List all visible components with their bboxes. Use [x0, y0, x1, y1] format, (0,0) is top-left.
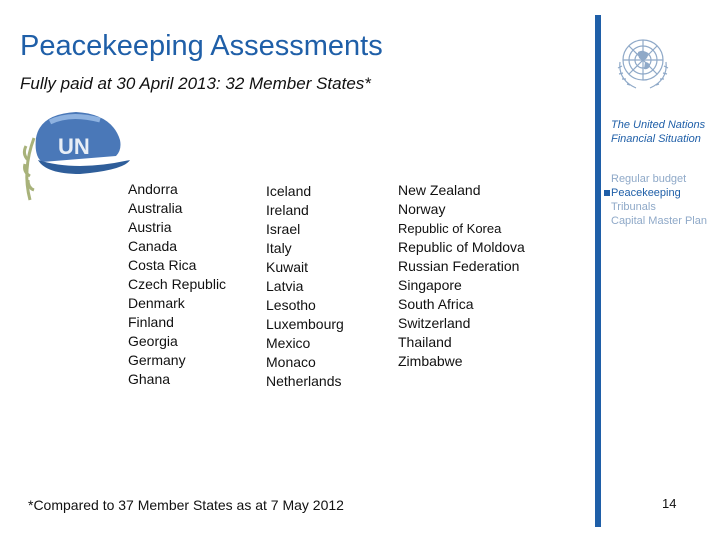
list-item: New Zealand — [398, 182, 481, 198]
list-item: Republic of Korea — [398, 221, 502, 236]
sidebar-item-tribunals[interactable] — [604, 200, 707, 214]
sidebar-item-label: Tribunals — [611, 201, 656, 213]
list-item: Monaco — [266, 354, 316, 370]
active-bullet-icon — [604, 190, 610, 196]
sidebar-nav — [604, 172, 707, 228]
list-item: Lesotho — [266, 297, 316, 313]
nav-bullet-icon — [604, 176, 610, 182]
list-item: Finland — [128, 314, 174, 330]
member-states-column-2 — [266, 182, 344, 391]
list-item: Kuwait — [266, 259, 309, 275]
list-item: Ireland — [266, 202, 309, 218]
list-item: Latvia — [266, 278, 304, 294]
list-item: Ghana — [128, 371, 171, 387]
sidebar-title-line1: The United Nations — [611, 119, 706, 131]
list-item: Netherlands — [266, 373, 342, 389]
sidebar-title — [611, 118, 705, 146]
sidebar-item-regular-budget[interactable] — [604, 172, 707, 186]
member-states-column-1 — [128, 180, 226, 389]
un-helmet-image — [20, 100, 132, 204]
sidebar-item-label: Peacekeeping — [611, 187, 681, 199]
list-item: Canada — [128, 238, 178, 254]
sidebar-item-label: Regular budget — [611, 173, 687, 185]
list-item: Norway — [398, 201, 446, 217]
slide-title: Peacekeeping Assessments — [20, 30, 383, 62]
slide-subtitle: Fully paid at 30 April 2013: 32 Member States* — [20, 74, 371, 93]
sidebar-item-capital-master-plan[interactable] — [604, 214, 707, 228]
list-item: South Africa — [398, 296, 474, 312]
list-item: Zimbabwe — [398, 353, 463, 369]
list-item: Costa Rica — [128, 257, 197, 273]
sidebar-title-line2: Financial Situation — [611, 133, 701, 145]
list-item: Czech Republic — [128, 276, 227, 292]
vertical-divider — [595, 15, 601, 527]
member-states-column-3 — [398, 181, 525, 371]
list-item: Germany — [128, 352, 186, 368]
list-item: Australia — [128, 200, 183, 216]
list-item: Luxembourg — [266, 316, 344, 332]
list-item: Switzerland — [398, 315, 471, 331]
list-item: Iceland — [266, 183, 312, 199]
un-emblem-icon — [612, 32, 674, 94]
nav-bullet-icon — [604, 204, 610, 210]
list-item: Mexico — [266, 335, 311, 351]
sidebar-item-peacekeeping[interactable] — [604, 186, 707, 200]
sidebar-item-label: Capital Master Plan — [611, 215, 707, 227]
footnote: *Compared to 37 Member States as at 7 May 2012 — [28, 497, 344, 513]
list-item: Andorra — [128, 181, 178, 197]
helmet-badge-text: UN — [58, 134, 90, 159]
nav-bullet-icon — [604, 218, 610, 224]
list-item: Singapore — [398, 277, 462, 293]
list-item: Denmark — [128, 295, 185, 311]
list-item: Russian Federation — [398, 258, 520, 274]
list-item: Italy — [266, 240, 292, 256]
list-item: Republic of Moldova — [398, 239, 525, 255]
list-item: Israel — [266, 221, 301, 237]
list-item: Georgia — [128, 333, 178, 349]
list-item: Austria — [128, 219, 172, 235]
list-item: Thailand — [398, 334, 452, 350]
page-number: 14 — [662, 496, 677, 511]
